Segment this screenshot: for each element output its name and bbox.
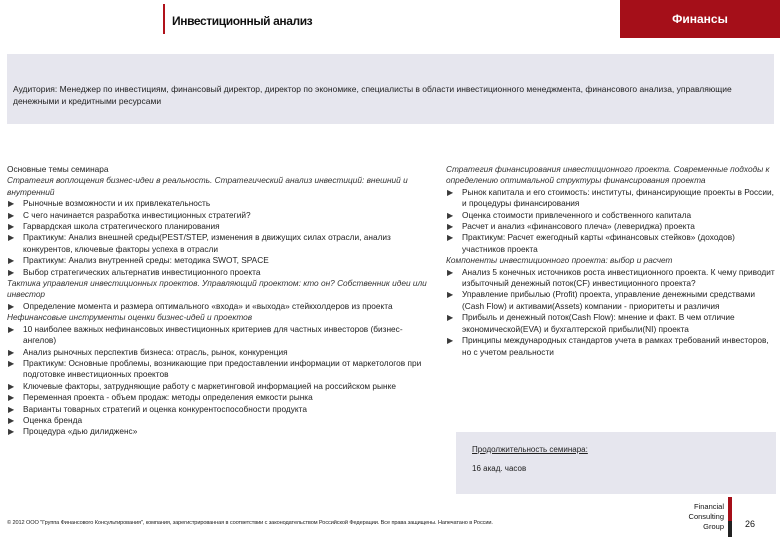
audience-box <box>7 54 774 124</box>
bullet-list <box>7 324 435 438</box>
list-item: ▶ Гарвардская школа стратегического планирования <box>8 221 220 232</box>
list-item: ▶ Рыночные возможности и их привлекательность <box>8 198 211 209</box>
logo-line: Consulting <box>688 512 724 521</box>
duration-label: Продолжительность семинара: <box>472 445 588 454</box>
list-item: ▶ Практикум: Основные проблемы, возникающие при предоставлении информации от маркетологов при подготовке инвестиционных проектов <box>8 357 422 380</box>
list-item: ▶ 10 наиболее важных нефинансовых инвестиционных критериев для частных инвесторов (бизнес-ангелов) <box>8 323 403 346</box>
section-title: Тактика управления инвестиционных проектов. Управляющий проектом: кто он? Собственник идеи или инвестор <box>7 278 427 300</box>
list-item: ▶ Практикум: Расчет ежегодный карты «финансовых стейков» (доходов) участников проекта <box>447 232 735 254</box>
bullet-list <box>7 198 435 278</box>
list-item: ▶ Рынок капитала и его стоимость: институты, финансирующие проекты в России, и процедуры финансирования <box>447 186 774 209</box>
bullet-list <box>7 301 435 312</box>
triangle-bullet-icon: ▶ <box>8 267 15 277</box>
list-item: ▶ Управление прибылью (Profit) проекта, управление денежными средствами (Cash Flow) и активами(Assets) компании - приоритеты и различия <box>447 289 755 311</box>
list-item: ▶ Оценка бренда <box>8 414 83 425</box>
triangle-bullet-icon: ▶ <box>8 301 15 311</box>
triangle-bullet-icon: ▶ <box>447 222 454 232</box>
bullet-list <box>446 267 776 358</box>
triangle-bullet-icon: ▶ <box>8 199 15 209</box>
list-item: ▶ Ключевые факторы, затрудняющие работу с маркетинговой информацией на российском рынке <box>8 380 396 391</box>
list-item: ▶ Оценка стоимости привлеченного и собственного капитала <box>447 209 692 220</box>
list-item: ▶ Практикум: Анализ внешней среды(PEST/STEP, изменения в движущих силах отрасли, анализ конкурентов, ключевые факторы успеха в отрасли <box>8 232 391 254</box>
list-item: ▶ Выбор стратегических альтернатив инвестиционного проекта <box>8 266 261 277</box>
triangle-bullet-icon: ▶ <box>8 324 15 334</box>
triangle-bullet-icon: ▶ <box>8 358 15 368</box>
page-number: 26 <box>745 519 756 529</box>
list-item: ▶ Расчет и анализ «финансового плеча» (левериджа) проекта <box>447 221 695 232</box>
list-item: ▶ Анализ 5 конечных источников роста инвестиционного проекта. К чему приводит избыточный денежный поток(CF) инвестиционного проекта? <box>447 266 775 289</box>
list-item: ▶ Анализ рыночных перспектив бизнеса: отрасль, рынок, конкуренция <box>8 346 288 357</box>
triangle-bullet-icon: ▶ <box>447 313 454 323</box>
logo-line: Financial <box>693 502 724 511</box>
triangle-bullet-icon: ▶ <box>8 222 15 232</box>
triangle-bullet-icon: ▶ <box>8 347 15 357</box>
triangle-bullet-icon: ▶ <box>447 267 454 277</box>
list-item: ▶ Определение момента и размера оптимального «входа» и «выхода» стейкхолдеров из проекта <box>8 300 393 311</box>
copyright-notice: © 2012 ООО "Группа Финансового Консультирования", компания, зарегистрированная в соответствии с законодательством Российской Федерации. Все права защищены. Напечатано в России. <box>7 520 493 526</box>
triangle-bullet-icon: ▶ <box>8 427 15 437</box>
duration-value: 16 акад. часов <box>472 464 527 473</box>
title-accent-rule <box>163 4 165 34</box>
bullet-list <box>446 187 776 255</box>
triangle-bullet-icon: ▶ <box>447 210 454 220</box>
left-column <box>7 164 435 438</box>
list-item: ▶ Процедура «дью дилидженс» <box>8 426 138 437</box>
logo-mark-icon <box>727 497 733 537</box>
triangle-bullet-icon: ▶ <box>8 210 15 220</box>
company-logo-text <box>672 502 724 532</box>
audience-text: Аудитория: Менеджер по инвестициям, финансовый директор, директор по экономике, специалисты в области инвестиционного менеджмента, финансового анализа, управляющие денежными и кредитными ресурсами <box>13 84 732 106</box>
section-title: Компоненты инвестиционного проекта: выбор и расчет <box>446 255 673 266</box>
list-item: ▶ Прибыль и денежный поток(Cash Flow): мнение и факт. В чем отличие экономической(EVA) и бухгалтерской прибыли(NI) проекта <box>447 312 735 334</box>
seminar-topics-heading: Основные темы семинара <box>7 164 109 174</box>
triangle-bullet-icon: ▶ <box>447 290 454 300</box>
list-item: ▶ С чего начинается разработка инвестиционных стратегий? <box>8 209 251 220</box>
section-title: Нефинансовые инструменты оценки бизнес-идей и проектов <box>7 312 253 323</box>
page-title: Инвестиционный анализ <box>172 14 313 28</box>
triangle-bullet-icon: ▶ <box>8 404 15 414</box>
logo-line: Group <box>703 522 724 531</box>
duration-box <box>456 432 776 494</box>
triangle-bullet-icon: ▶ <box>8 233 15 243</box>
triangle-bullet-icon: ▶ <box>8 381 15 391</box>
triangle-bullet-icon: ▶ <box>447 187 454 197</box>
list-item: ▶ Практикум: Анализ внутренней среды: методика SWOT, SPACE <box>8 255 269 266</box>
triangle-bullet-icon: ▶ <box>8 393 15 403</box>
triangle-bullet-icon: ▶ <box>447 336 454 346</box>
brand-tab: Финансы <box>620 0 780 38</box>
list-item: ▶ Принципы международных стандартов учета в рамках требований инвесторов, но с учетом реальности <box>447 335 769 357</box>
triangle-bullet-icon: ▶ <box>447 233 454 243</box>
right-column <box>446 164 776 358</box>
triangle-bullet-icon: ▶ <box>8 256 15 266</box>
section-title: Стратегия финансирования инвестиционного проекта. Современные подходы к определению оптимальной структуры финансирования проекта <box>446 164 770 186</box>
list-item: ▶ Переменная проекта - объем продаж: методы определения емкости рынка <box>8 392 313 403</box>
list-item: ▶ Варианты товарных стратегий и оценка конкурентоспособности продукта <box>8 403 307 414</box>
section-title: Стратегия воплощения бизнес-идеи в реальность. Стратегический анализ инвестиций: внешний и внутренний <box>7 175 408 197</box>
triangle-bullet-icon: ▶ <box>8 415 15 425</box>
